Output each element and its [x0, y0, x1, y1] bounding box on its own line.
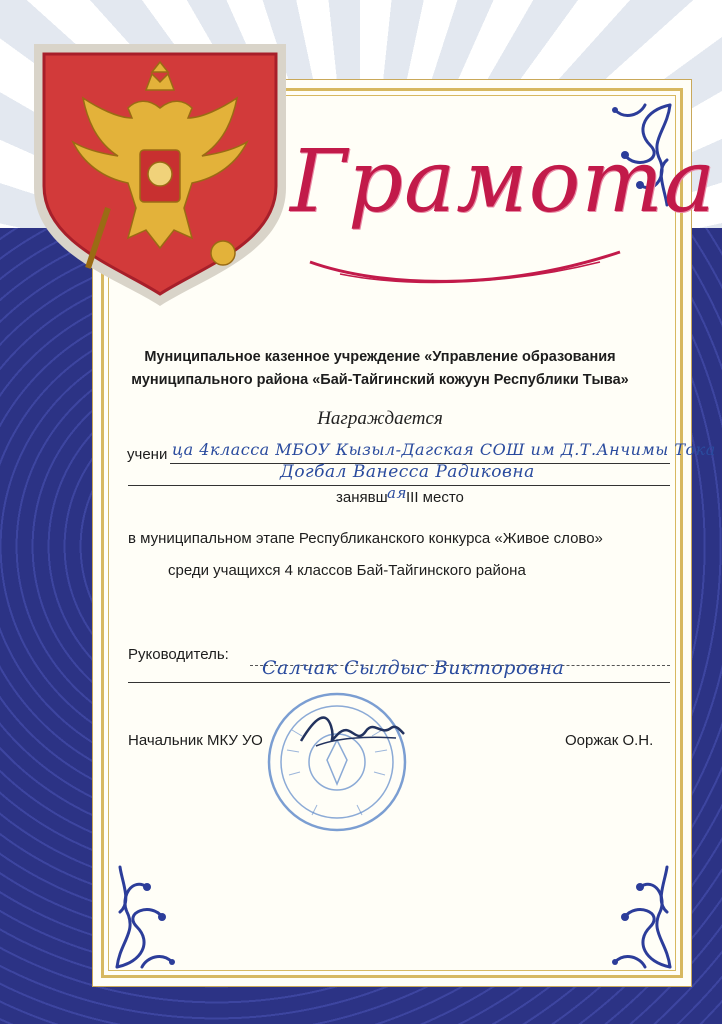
place-suffix: III место — [406, 489, 464, 506]
contest-line: в муниципальном этапе Республиканского конкурса «Живое слово» — [128, 530, 603, 547]
coat-of-arms-shield-icon — [28, 38, 292, 310]
student-prefix: учени — [127, 446, 168, 463]
certificate-title: Грамота — [290, 132, 717, 232]
title-swash-icon — [300, 232, 630, 292]
corner-ornament-bottom-right-icon — [555, 862, 675, 972]
organization-line-2: муниципального района «Бай-Тайгинский кожуун Республики Тыва» — [131, 372, 629, 388]
student-fill-line-2: Догбал Ванесса Радиковна — [280, 462, 535, 482]
head-label: Начальник МКУ УО — [128, 732, 263, 749]
signature-icon — [296, 706, 406, 756]
participants-line: среди учащихся 4 классов Бай-Тайгинского района — [168, 562, 526, 579]
organization-line-1: Муниципальное казенное учреждение «Управление образования — [144, 349, 616, 365]
corner-ornament-bottom-left-icon — [112, 862, 232, 972]
supervisor-name: Салчак Сылдыс Викторовна — [262, 657, 565, 679]
place-prefix: занявш — [336, 489, 388, 506]
supervisor-underline — [128, 682, 670, 683]
supervisor-label: Руководитель: — [128, 646, 229, 663]
awarded-label: Награждается — [317, 408, 443, 429]
place-fill: ая — [387, 484, 407, 502]
head-name: Ооржак О.Н. — [565, 732, 654, 749]
student-fill-line-1: ца 4класса МБОУ Кызыл-Дагская СОШ им Д.Т.Анчимы Тока — [172, 440, 716, 459]
